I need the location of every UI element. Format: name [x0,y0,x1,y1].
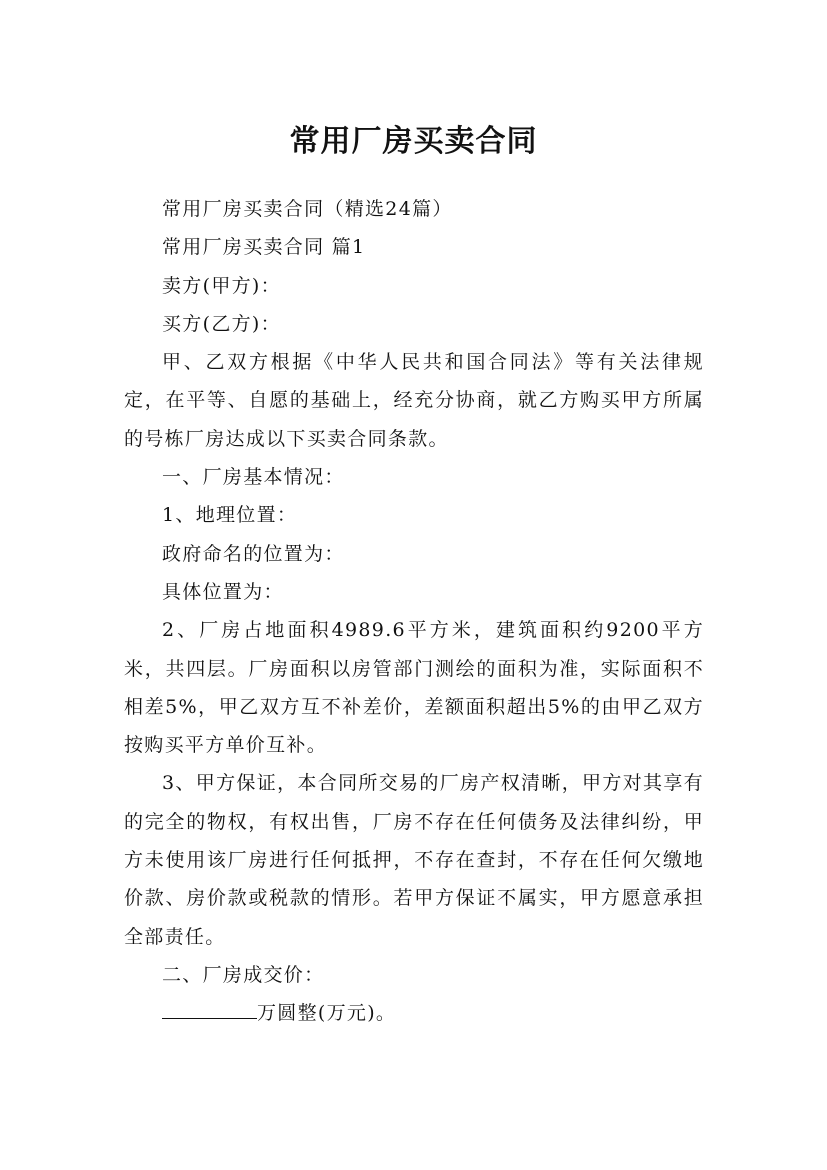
specific-location-label: 具体位置为： [162,580,284,603]
price-line [124,994,704,1032]
price-line-text: 万圆整(万元)。 [257,1002,397,1025]
document-body [124,190,704,1033]
government-location-label: 政府命名的位置为： [162,542,345,565]
clause-heading-basic-info: 一、厂房基本情况： [162,466,345,489]
clause-heading-price: 二、厂房成交价： [162,963,325,986]
document-title: 常用厂房买卖合同 [289,124,538,160]
section-heading: 常用厂房买卖合同 篇1 [162,236,366,259]
seller-label: 卖方(甲方)： [162,274,281,297]
price-blank [162,998,257,1019]
intro-paragraph: 甲、乙双方根据《中华人民共和国合同法》等有关法律规定，在平等、自愿的基础上，经充分协商，就乙方购买甲方所属的号栋厂房达成以下买卖合同条款。 [124,351,704,450]
clause-area: 2、厂房占地面积4989.6平方米，建筑面积约9200平方米，共四层。厂房面积以房管部门测绘的面积为准，实际面积不相差5%，甲乙双方互不补差价，差额面积超出5%的由甲乙双方按购买平方单价互补。 [124,619,704,757]
clause-location: 1、地理位置： [162,504,298,527]
buyer-label: 买方(乙方)： [162,312,281,335]
clause-guarantee: 3、甲方保证，本合同所交易的厂房产权清晰，甲方对其享有的完全的物权，有权出售，厂房不存在任何债务及法律纠纷，甲方未使用该厂房进行任何抵押，不存在查封，不存在任何欠缴地价款、房价款或税款的情形。若甲方保证不属实，甲方愿意承担全部责任。 [124,772,704,948]
document-subtitle: 常用厂房买卖合同（精选24篇） [162,198,453,220]
